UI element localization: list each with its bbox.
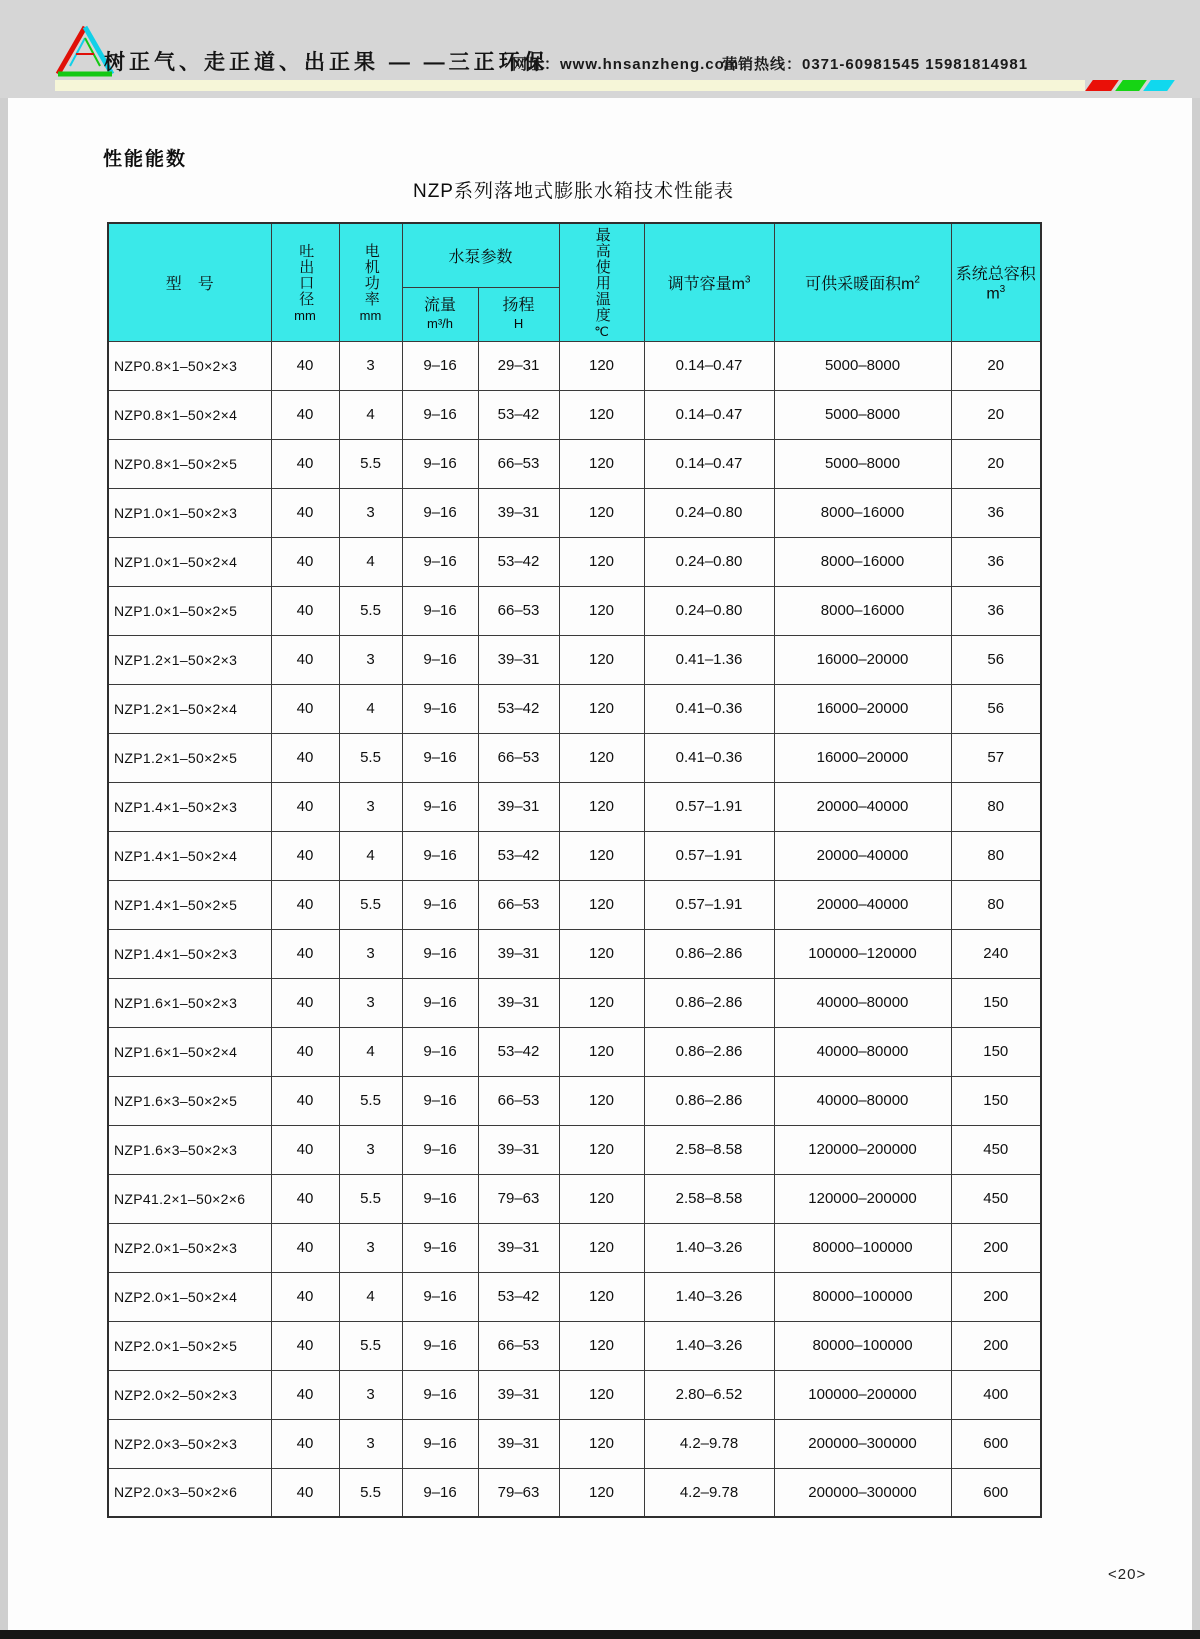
cell-flow: 9–16 xyxy=(402,488,478,537)
cell-system-volume: 450 xyxy=(951,1174,1041,1223)
adjust-sup: 3 xyxy=(744,274,751,286)
col-header-system-volume xyxy=(951,223,1041,341)
cell-max-temp: 120 xyxy=(559,1125,644,1174)
cell-system-volume: 20 xyxy=(951,439,1041,488)
cell-head: 39–31 xyxy=(478,488,559,537)
cell-head: 39–31 xyxy=(478,1125,559,1174)
temp-unit: ℃ xyxy=(594,323,609,339)
brand-slogan: 树正气、走正道、出正果 — —三正环保 xyxy=(104,51,549,74)
cell-model: NZP41.2×1–50×2×6 xyxy=(108,1174,271,1223)
website-text: 网址：www.hnsanzheng.com xyxy=(512,56,740,73)
cell-head: 39–31 xyxy=(478,1370,559,1419)
cell-system-volume: 150 xyxy=(951,1076,1041,1125)
cell-model: NZP0.8×1–50×2×5 xyxy=(108,439,271,488)
table-row xyxy=(108,1468,1041,1517)
table-row xyxy=(108,733,1041,782)
cell-max-temp: 120 xyxy=(559,978,644,1027)
cell-adjust-capacity: 0.86–2.86 xyxy=(644,1027,774,1076)
cell-heating-area: 8000–16000 xyxy=(774,586,951,635)
cell-outlet-diameter: 40 xyxy=(271,1125,339,1174)
cell-heating-area: 200000–300000 xyxy=(774,1468,951,1517)
cell-model: NZP1.4×1–50×2×3 xyxy=(108,929,271,978)
cell-motor-power: 5.5 xyxy=(339,1468,402,1517)
cell-heating-area: 8000–16000 xyxy=(774,488,951,537)
cell-adjust-capacity: 1.40–3.26 xyxy=(644,1223,774,1272)
cell-flow: 9–16 xyxy=(402,831,478,880)
cell-motor-power: 3 xyxy=(339,782,402,831)
performance-table xyxy=(107,222,1042,1518)
cell-heating-area: 100000–200000 xyxy=(774,1370,951,1419)
cell-heating-area: 16000–20000 xyxy=(774,733,951,782)
cell-adjust-capacity: 0.24–0.80 xyxy=(644,537,774,586)
cell-heating-area: 5000–8000 xyxy=(774,341,951,390)
cell-system-volume: 80 xyxy=(951,831,1041,880)
col-header-head xyxy=(478,287,559,341)
cell-motor-power: 4 xyxy=(339,684,402,733)
cell-flow: 9–16 xyxy=(402,390,478,439)
cell-adjust-capacity: 0.24–0.80 xyxy=(644,586,774,635)
table-row xyxy=(108,341,1041,390)
cell-head: 79–63 xyxy=(478,1174,559,1223)
stripe-chevron-red xyxy=(1085,80,1119,91)
cell-max-temp: 120 xyxy=(559,439,644,488)
table-row xyxy=(108,586,1041,635)
cell-outlet-diameter: 40 xyxy=(271,978,339,1027)
table-row xyxy=(108,684,1041,733)
table-row xyxy=(108,537,1041,586)
cell-outlet-diameter: 40 xyxy=(271,439,339,488)
cell-model: NZP2.0×1–50×2×5 xyxy=(108,1321,271,1370)
cell-model: NZP1.4×1–50×2×3 xyxy=(108,782,271,831)
table-row xyxy=(108,439,1041,488)
cell-max-temp: 120 xyxy=(559,390,644,439)
table-row xyxy=(108,1321,1041,1370)
cell-motor-power: 3 xyxy=(339,488,402,537)
cell-adjust-capacity: 4.2–9.78 xyxy=(644,1419,774,1468)
cell-flow: 9–16 xyxy=(402,439,478,488)
cell-head: 66–53 xyxy=(478,586,559,635)
cell-flow: 9–16 xyxy=(402,880,478,929)
cell-motor-power: 3 xyxy=(339,929,402,978)
table-row xyxy=(108,1223,1041,1272)
cell-outlet-diameter: 40 xyxy=(271,635,339,684)
cell-heating-area: 20000–40000 xyxy=(774,880,951,929)
cell-outlet-diameter: 40 xyxy=(271,1370,339,1419)
system-label: 系统总容积m xyxy=(955,266,1036,303)
cell-flow: 9–16 xyxy=(402,929,478,978)
cell-system-volume: 150 xyxy=(951,1027,1041,1076)
cell-heating-area: 80000–100000 xyxy=(774,1223,951,1272)
cell-adjust-capacity: 0.86–2.86 xyxy=(644,978,774,1027)
col-header-max-temp xyxy=(559,223,644,341)
cell-heating-area: 40000–80000 xyxy=(774,978,951,1027)
cell-max-temp: 120 xyxy=(559,1223,644,1272)
table-row xyxy=(108,1076,1041,1125)
col-header-outlet-diameter xyxy=(271,223,339,341)
cell-model: NZP0.8×1–50×2×4 xyxy=(108,390,271,439)
brand-band xyxy=(0,0,1200,98)
cell-model: NZP1.2×1–50×2×5 xyxy=(108,733,271,782)
cell-motor-power: 3 xyxy=(339,1370,402,1419)
cell-flow: 9–16 xyxy=(402,1419,478,1468)
col-header-motor-power xyxy=(339,223,402,341)
col-header-heating-area xyxy=(774,223,951,341)
cell-motor-power: 5.5 xyxy=(339,1076,402,1125)
col-header-pump-params xyxy=(402,223,559,287)
page-number: <20> xyxy=(1108,1566,1147,1583)
cell-outlet-diameter: 40 xyxy=(271,782,339,831)
cell-adjust-capacity: 0.86–2.86 xyxy=(644,929,774,978)
cell-model: NZP2.0×3–50×2×6 xyxy=(108,1468,271,1517)
cell-adjust-capacity: 0.41–1.36 xyxy=(644,635,774,684)
cell-heating-area: 200000–300000 xyxy=(774,1419,951,1468)
cell-system-volume: 200 xyxy=(951,1223,1041,1272)
cell-system-volume: 200 xyxy=(951,1272,1041,1321)
pump-group-label: 水泵参数 xyxy=(448,248,513,266)
section-heading: 性能能数 xyxy=(103,149,188,170)
cell-motor-power: 4 xyxy=(339,537,402,586)
cell-heating-area: 16000–20000 xyxy=(774,684,951,733)
cell-adjust-capacity: 1.40–3.26 xyxy=(644,1272,774,1321)
cell-flow: 9–16 xyxy=(402,782,478,831)
cell-head: 53–42 xyxy=(478,1027,559,1076)
cell-heating-area: 40000–80000 xyxy=(774,1027,951,1076)
table-row xyxy=(108,1272,1041,1321)
cell-outlet-diameter: 40 xyxy=(271,1321,339,1370)
cell-outlet-diameter: 40 xyxy=(271,880,339,929)
cell-outlet-diameter: 40 xyxy=(271,341,339,390)
cell-head: 39–31 xyxy=(478,1223,559,1272)
cell-flow: 9–16 xyxy=(402,1174,478,1223)
cell-heating-area: 100000–120000 xyxy=(774,929,951,978)
cell-adjust-capacity: 2.58–8.58 xyxy=(644,1125,774,1174)
heating-sup: 2 xyxy=(914,274,920,286)
cell-model: NZP1.4×1–50×2×5 xyxy=(108,880,271,929)
table-row xyxy=(108,390,1041,439)
cell-head: 39–31 xyxy=(478,929,559,978)
col-header-model xyxy=(108,223,271,341)
cell-motor-power: 3 xyxy=(339,341,402,390)
cell-motor-power: 5.5 xyxy=(339,586,402,635)
cell-model: NZP1.0×1–50×2×5 xyxy=(108,586,271,635)
cell-model: NZP1.2×1–50×2×4 xyxy=(108,684,271,733)
cell-max-temp: 120 xyxy=(559,1370,644,1419)
table-row xyxy=(108,1419,1041,1468)
cell-heating-area: 8000–16000 xyxy=(774,537,951,586)
cell-model: NZP1.4×1–50×2×4 xyxy=(108,831,271,880)
col-header-adjust-capacity xyxy=(644,223,774,341)
col-header-flow xyxy=(402,287,478,341)
accent-stripe xyxy=(55,80,1085,91)
cell-head: 53–42 xyxy=(478,1272,559,1321)
cell-model: NZP1.0×1–50×2×4 xyxy=(108,537,271,586)
cell-outlet-diameter: 40 xyxy=(271,537,339,586)
cell-model: NZP2.0×2–50×2×3 xyxy=(108,1370,271,1419)
cell-flow: 9–16 xyxy=(402,1370,478,1419)
cell-heating-area: 5000–8000 xyxy=(774,390,951,439)
cell-flow: 9–16 xyxy=(402,1321,478,1370)
cell-adjust-capacity: 0.86–2.86 xyxy=(644,1076,774,1125)
cell-motor-power: 4 xyxy=(339,1272,402,1321)
cell-flow: 9–16 xyxy=(402,684,478,733)
cell-system-volume: 600 xyxy=(951,1419,1041,1468)
cell-outlet-diameter: 40 xyxy=(271,1174,339,1223)
cell-adjust-capacity: 0.41–0.36 xyxy=(644,684,774,733)
cell-outlet-diameter: 40 xyxy=(271,733,339,782)
cell-head: 66–53 xyxy=(478,733,559,782)
cell-motor-power: 5.5 xyxy=(339,1174,402,1223)
cell-model: NZP1.6×3–50×2×3 xyxy=(108,1125,271,1174)
table-row xyxy=(108,1027,1041,1076)
cell-adjust-capacity: 2.58–8.58 xyxy=(644,1174,774,1223)
cell-heating-area: 5000–8000 xyxy=(774,439,951,488)
flow-unit: m³/h xyxy=(427,315,453,331)
table-body xyxy=(108,341,1041,1517)
cell-outlet-diameter: 40 xyxy=(271,1468,339,1517)
cell-motor-power: 4 xyxy=(339,390,402,439)
cell-head: 29–31 xyxy=(478,341,559,390)
cell-head: 53–42 xyxy=(478,831,559,880)
cell-system-volume: 400 xyxy=(951,1370,1041,1419)
cell-max-temp: 120 xyxy=(559,1272,644,1321)
cell-system-volume: 600 xyxy=(951,1468,1041,1517)
cell-max-temp: 120 xyxy=(559,831,644,880)
cell-system-volume: 80 xyxy=(951,782,1041,831)
cell-adjust-capacity: 1.40–3.26 xyxy=(644,1321,774,1370)
cell-outlet-diameter: 40 xyxy=(271,488,339,537)
cell-system-volume: 56 xyxy=(951,684,1041,733)
cell-max-temp: 120 xyxy=(559,880,644,929)
cell-heating-area: 20000–40000 xyxy=(774,831,951,880)
document-page xyxy=(8,98,1192,1630)
cell-flow: 9–16 xyxy=(402,978,478,1027)
cell-outlet-diameter: 40 xyxy=(271,1272,339,1321)
cell-heating-area: 40000–80000 xyxy=(774,1076,951,1125)
cell-model: NZP1.0×1–50×2×3 xyxy=(108,488,271,537)
cell-outlet-diameter: 40 xyxy=(271,586,339,635)
cell-system-volume: 36 xyxy=(951,488,1041,537)
cell-heating-area: 16000–20000 xyxy=(774,635,951,684)
cell-head: 53–42 xyxy=(478,684,559,733)
cell-system-volume: 57 xyxy=(951,733,1041,782)
cell-motor-power: 4 xyxy=(339,1027,402,1076)
cell-max-temp: 120 xyxy=(559,929,644,978)
cell-outlet-diameter: 40 xyxy=(271,1419,339,1468)
cell-outlet-diameter: 40 xyxy=(271,831,339,880)
cell-flow: 9–16 xyxy=(402,635,478,684)
cell-adjust-capacity: 2.80–6.52 xyxy=(644,1370,774,1419)
cell-head: 53–42 xyxy=(478,390,559,439)
cell-system-volume: 36 xyxy=(951,586,1041,635)
cell-flow: 9–16 xyxy=(402,733,478,782)
flow-label: 流量 xyxy=(423,296,456,314)
table-row xyxy=(108,635,1041,684)
cell-model: NZP2.0×1–50×2×3 xyxy=(108,1223,271,1272)
table-row xyxy=(108,929,1041,978)
cell-adjust-capacity: 0.57–1.91 xyxy=(644,831,774,880)
cell-max-temp: 120 xyxy=(559,488,644,537)
cell-head: 79–63 xyxy=(478,1468,559,1517)
cell-motor-power: 5.5 xyxy=(339,1321,402,1370)
cell-head: 66–53 xyxy=(478,880,559,929)
cell-motor-power: 3 xyxy=(339,1125,402,1174)
cell-model: NZP2.0×1–50×2×4 xyxy=(108,1272,271,1321)
cell-flow: 9–16 xyxy=(402,1223,478,1272)
cell-adjust-capacity: 0.57–1.91 xyxy=(644,880,774,929)
cell-motor-power: 5.5 xyxy=(339,733,402,782)
motor-label: 电机功率 xyxy=(362,242,380,307)
cell-head: 66–53 xyxy=(478,439,559,488)
cell-adjust-capacity: 0.14–0.47 xyxy=(644,390,774,439)
hotline-text: 营销热线：0371-60981545 15981814981 xyxy=(722,56,1029,73)
cell-motor-power: 4 xyxy=(339,831,402,880)
cell-outlet-diameter: 40 xyxy=(271,684,339,733)
cell-flow: 9–16 xyxy=(402,1076,478,1125)
cell-system-volume: 20 xyxy=(951,390,1041,439)
cell-max-temp: 120 xyxy=(559,1468,644,1517)
stripe-chevron-green xyxy=(1115,80,1147,91)
cell-model: NZP0.8×1–50×2×3 xyxy=(108,341,271,390)
table-row xyxy=(108,1125,1041,1174)
cell-flow: 9–16 xyxy=(402,341,478,390)
cell-motor-power: 3 xyxy=(339,1223,402,1272)
cell-system-volume: 150 xyxy=(951,978,1041,1027)
cell-outlet-diameter: 40 xyxy=(271,1076,339,1125)
motor-unit: mm xyxy=(359,307,382,323)
cell-model: NZP1.6×1–50×2×3 xyxy=(108,978,271,1027)
cell-heating-area: 20000–40000 xyxy=(774,782,951,831)
cell-motor-power: 3 xyxy=(339,1419,402,1468)
cell-system-volume: 80 xyxy=(951,880,1041,929)
cell-flow: 9–16 xyxy=(402,537,478,586)
cell-motor-power: 5.5 xyxy=(339,880,402,929)
cell-flow: 9–16 xyxy=(402,586,478,635)
cell-motor-power: 3 xyxy=(339,635,402,684)
table-row xyxy=(108,978,1041,1027)
cell-head: 39–31 xyxy=(478,635,559,684)
cell-max-temp: 120 xyxy=(559,684,644,733)
cell-heating-area: 80000–100000 xyxy=(774,1321,951,1370)
table-row xyxy=(108,880,1041,929)
cell-motor-power: 5.5 xyxy=(339,439,402,488)
cell-max-temp: 120 xyxy=(559,1321,644,1370)
table-row xyxy=(108,782,1041,831)
cell-max-temp: 120 xyxy=(559,586,644,635)
cell-max-temp: 120 xyxy=(559,341,644,390)
cell-adjust-capacity: 0.14–0.47 xyxy=(644,341,774,390)
cell-head: 39–31 xyxy=(478,782,559,831)
cell-max-temp: 120 xyxy=(559,1027,644,1076)
cell-outlet-diameter: 40 xyxy=(271,929,339,978)
cell-head: 53–42 xyxy=(478,537,559,586)
cell-system-volume: 200 xyxy=(951,1321,1041,1370)
cell-head: 39–31 xyxy=(478,978,559,1027)
cell-system-volume: 450 xyxy=(951,1125,1041,1174)
cell-outlet-diameter: 40 xyxy=(271,1223,339,1272)
cell-system-volume: 56 xyxy=(951,635,1041,684)
table-row xyxy=(108,1370,1041,1419)
table-row xyxy=(108,831,1041,880)
cell-system-volume: 240 xyxy=(951,929,1041,978)
system-sup: 3 xyxy=(999,284,1006,296)
cell-model: NZP1.6×3–50×2×5 xyxy=(108,1076,271,1125)
temp-label: 最高使用温度 xyxy=(593,226,611,323)
cell-model: NZP2.0×3–50×2×3 xyxy=(108,1419,271,1468)
heating-label: 可供采暖面积m xyxy=(805,275,915,293)
cell-system-volume: 36 xyxy=(951,537,1041,586)
cell-outlet-diameter: 40 xyxy=(271,390,339,439)
cell-head: 66–53 xyxy=(478,1076,559,1125)
cell-heating-area: 120000–200000 xyxy=(774,1174,951,1223)
cell-model: NZP1.6×1–50×2×4 xyxy=(108,1027,271,1076)
cell-adjust-capacity: 0.41–0.36 xyxy=(644,733,774,782)
cell-system-volume: 20 xyxy=(951,341,1041,390)
cell-max-temp: 120 xyxy=(559,635,644,684)
cell-heating-area: 80000–100000 xyxy=(774,1272,951,1321)
cell-max-temp: 120 xyxy=(559,1174,644,1223)
table-row xyxy=(108,1174,1041,1223)
cell-max-temp: 120 xyxy=(559,537,644,586)
cell-adjust-capacity: 0.57–1.91 xyxy=(644,782,774,831)
col-header-model-label: 型 号 xyxy=(165,275,214,293)
outlet-unit: mm xyxy=(294,307,316,323)
cell-head: 39–31 xyxy=(478,1419,559,1468)
cell-adjust-capacity: 0.24–0.80 xyxy=(644,488,774,537)
head-unit: H xyxy=(513,315,524,331)
bottom-edge-bar xyxy=(0,1630,1200,1639)
cell-max-temp: 120 xyxy=(559,782,644,831)
cell-model: NZP1.2×1–50×2×3 xyxy=(108,635,271,684)
cell-motor-power: 3 xyxy=(339,978,402,1027)
cell-flow: 9–16 xyxy=(402,1125,478,1174)
cell-max-temp: 120 xyxy=(559,733,644,782)
cell-flow: 9–16 xyxy=(402,1027,478,1076)
cell-heating-area: 120000–200000 xyxy=(774,1125,951,1174)
table-row xyxy=(108,488,1041,537)
head-label: 扬程 xyxy=(502,296,535,314)
cell-outlet-diameter: 40 xyxy=(271,1027,339,1076)
outlet-label: 吐出口径 xyxy=(297,242,315,307)
cell-flow: 9–16 xyxy=(402,1272,478,1321)
cell-max-temp: 120 xyxy=(559,1076,644,1125)
cell-adjust-capacity: 4.2–9.78 xyxy=(644,1468,774,1517)
cell-head: 66–53 xyxy=(478,1321,559,1370)
table-title: NZP系列落地式膨胀水箱技术性能表 xyxy=(412,181,734,202)
cell-adjust-capacity: 0.14–0.47 xyxy=(644,439,774,488)
adjust-label: 调节容量m xyxy=(667,275,745,293)
cell-flow: 9–16 xyxy=(402,1468,478,1517)
cell-max-temp: 120 xyxy=(559,1419,644,1468)
stripe-chevron-cyan xyxy=(1143,80,1175,91)
